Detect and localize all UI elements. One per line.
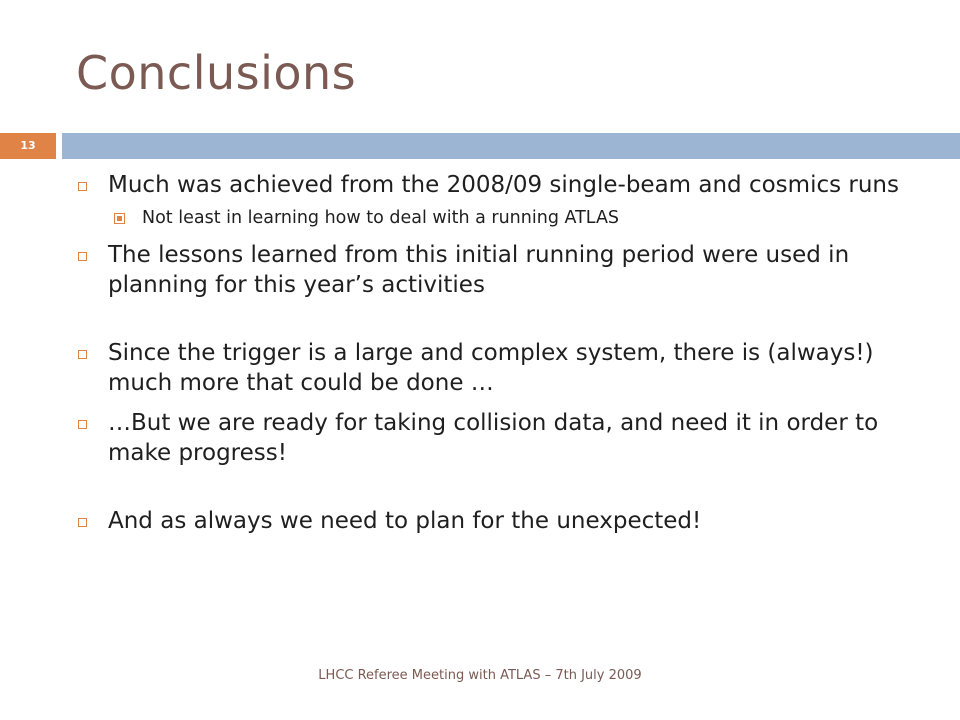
bullet-list — [70, 170, 930, 536]
slide-footer: LHCC Referee Meeting with ATLAS – 7th July 2009 — [318, 668, 642, 683]
bullet-item — [70, 240, 930, 300]
hollow-square-bullet-icon — [78, 252, 87, 261]
bullet-text: And as always we need to plan for the unexpected! — [108, 508, 702, 534]
page-number: 13 — [20, 139, 36, 152]
bullet-item — [70, 170, 930, 200]
bullet-item — [70, 506, 930, 536]
bullet-text: The lessons learned from this initial running period were used in planning for this year’s activities — [108, 242, 850, 298]
sub-bullet-text: Not least in learning how to deal with a running ATLAS — [142, 208, 620, 228]
title-bar — [62, 133, 960, 159]
bullet-item — [70, 408, 930, 468]
bullet-text: Much was achieved from the 2008/09 single-beam and cosmics runs — [108, 172, 899, 198]
hollow-square-bullet-icon — [78, 518, 87, 527]
bullet-item — [70, 338, 930, 398]
hollow-square-bullet-icon — [78, 182, 87, 191]
bullet-text: …But we are ready for taking collision data, and need it in order to make progress! — [108, 410, 879, 466]
hollow-square-bullet-icon — [78, 420, 87, 429]
sub-bullet-item — [70, 206, 930, 230]
filled-square-bullet-icon — [114, 213, 125, 224]
bullet-text: Since the trigger is a large and complex system, there is (always!) much more that could be done … — [108, 340, 874, 396]
hollow-square-bullet-icon — [78, 350, 87, 359]
slide-title: Conclusions — [76, 46, 357, 100]
